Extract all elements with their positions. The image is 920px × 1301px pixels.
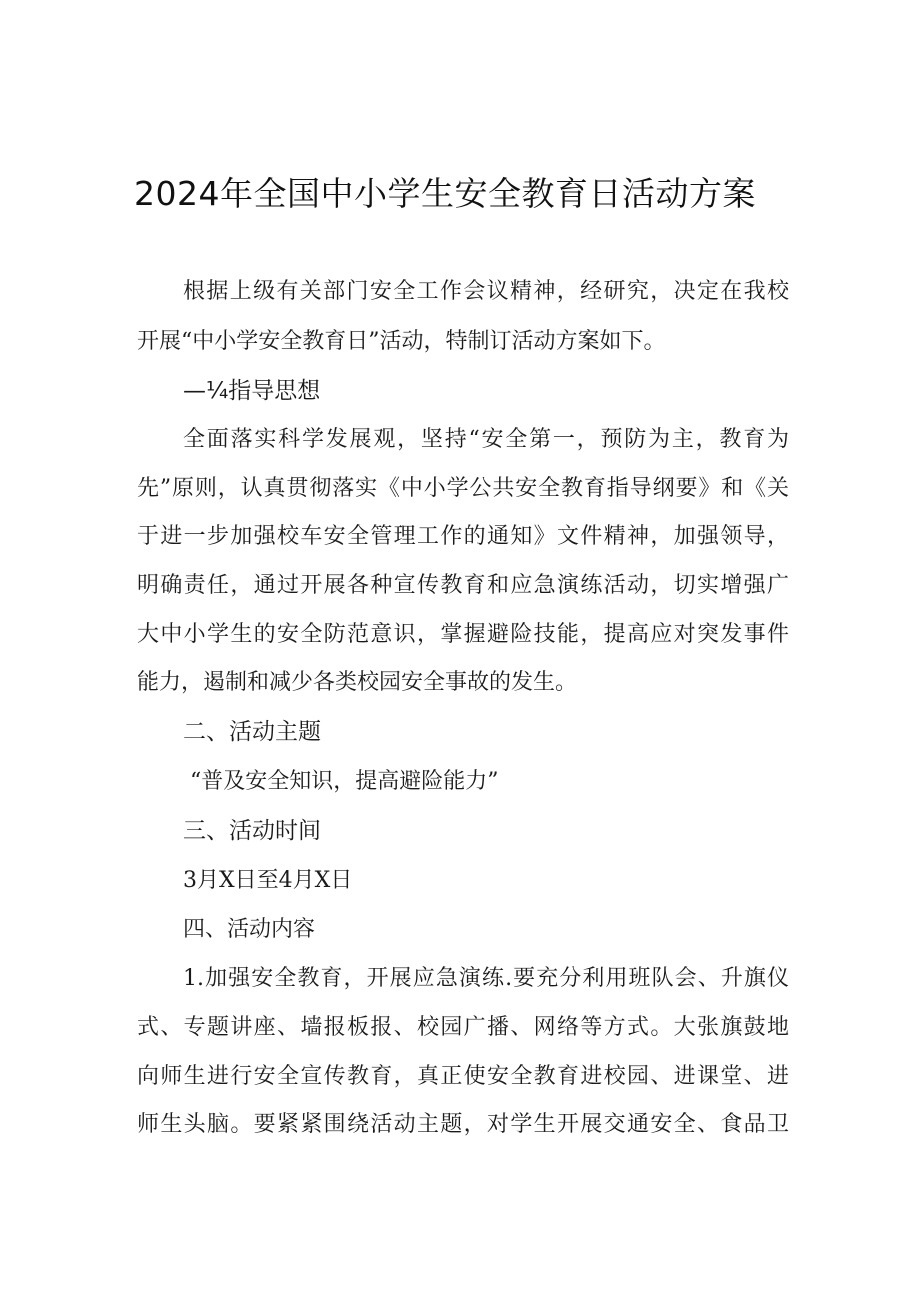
section4-line-2: 式、专题讲座、墙报板报、校园广播、网络等方式。大张旗鼓地 [137,1015,789,1040]
section1-line-6: 能力，遏制和减少各类校园安全事故的发生。 [137,670,578,695]
section4-line-3: 向师生进行安全宣传教育，真正使安全教育进校园、进课堂、进 [137,1064,789,1089]
section2-text: “普及安全知识，提高避险能力” [190,769,499,794]
section2-heading: 二、活动主题 [183,719,321,745]
section1-line-2: 先”原则，认真贯彻落实《中小学公共安全教育指导纲要》和《关 [137,476,789,501]
section1-line-4: 明确责任，通过开展各种宣传教育和应急演练活动，切实增强广 [137,573,789,598]
document-title: 2024年全国中小学生安全教育日活动方案 [134,174,756,213]
intro-line-2: 开展“中小学安全教育日”活动，特制订活动方案如下。 [137,329,666,354]
section1-line-5: 大中小学生的安全防范意识，掌握避险技能，提高应对突发事件 [137,622,789,647]
section4-line-1: 1.加强安全教育，开展应急演练.要充分利用班队会、升旗仪 [183,966,789,991]
section4-line-4: 师生头脑。要紧紧围绕活动主题，对学生开展交通安全、食品卫 [137,1112,789,1137]
intro-line-1: 根据上级有关部门安全工作会议精神，经研究，决定在我校 [183,279,789,304]
section4-heading: 四、活动内容 [183,917,316,942]
section1-line-1: 全面落实科学发展观，坚持“安全第一，预防为主，教育为 [183,427,789,452]
section3-text: 3月X日至4月X日 [183,868,353,893]
section1-line-3: 于进一步加强校车安全管理工作的通知》文件精神，加强领导， [137,524,789,549]
section1-heading: —¼指导思想 [183,378,321,404]
section3-heading: 三、活动时间 [183,818,321,844]
